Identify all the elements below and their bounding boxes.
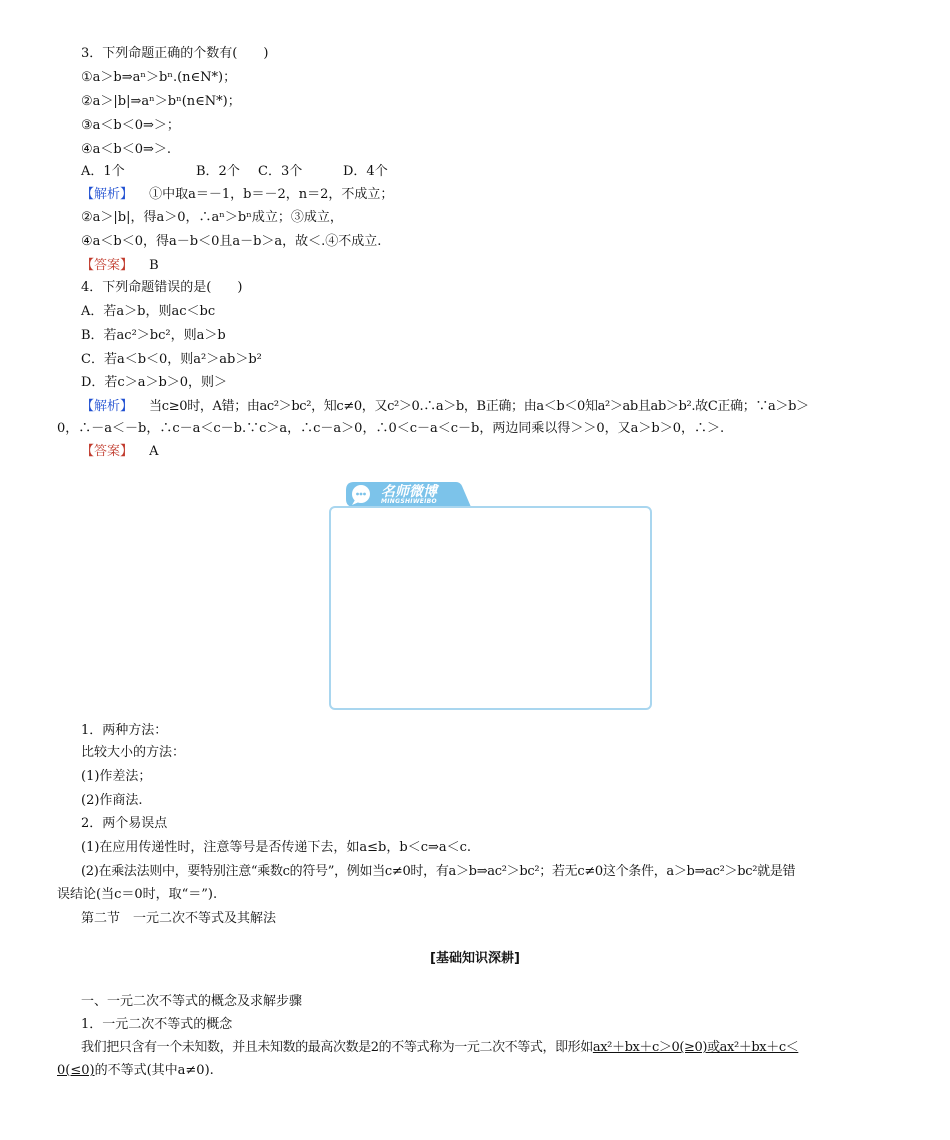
notes-heading-2: 2．两个易误点: [81, 816, 168, 831]
q4-answer: A: [149, 444, 159, 459]
weibo-subtitle: MINGSHIWEIBO: [381, 498, 437, 505]
section2-banner: [基础知识深耕]: [430, 951, 520, 966]
q3-analysis-line-2: ②a＞|b|，得a＞0，∴aⁿ＞bⁿ成立；③成立，: [81, 210, 343, 225]
q4-stem: 4．下列命题错误的是( ): [81, 280, 243, 295]
q3-option-d: D．4个: [343, 164, 388, 179]
q3-option-c: C．3个: [258, 164, 303, 179]
notes-line-1: 比较大小的方法：: [81, 745, 186, 760]
q3-proposition-2: ②a＞|b|⇒aⁿ＞bⁿ(n∈N*)；: [81, 94, 241, 109]
q4-analysis-line-1: [81, 398, 809, 416]
q3-option-a: A．1个: [81, 164, 125, 179]
q3-analysis-text-1: ①中取a＝－1，b＝－2，n＝2，不成立；: [149, 187, 394, 202]
notes-line-6: 误结论(当c＝0时，取“＝”).: [57, 887, 218, 902]
section2-heading-2: 1．一元二次不等式的概念: [81, 1017, 233, 1032]
q3-analysis-tag: 【解析】: [81, 187, 134, 202]
section2-paragraph-line-1: [81, 1039, 798, 1057]
q3-answer-tag: 【答案】: [81, 258, 134, 273]
q3-answer: B: [149, 258, 159, 273]
q4-option-b: B．若ac²＞bc²，则a＞b: [81, 328, 226, 343]
section2-paragraph-post: 的不等式(其中a≠0).: [94, 1063, 214, 1078]
q4-option-c: C．若a＜b＜0，则a²＞ab＞b²: [81, 352, 262, 367]
notes-line-2: (1)作差法；: [81, 769, 152, 784]
q3-proposition-4: ④a＜b＜0⇒＞.: [81, 142, 172, 157]
section2-paragraph-underline-1: ax²＋bx＋c＞0(≥0)或ax²＋bx＋c＜: [592, 1040, 799, 1055]
q4-answer-tag: 【答案】: [81, 444, 134, 459]
q3-answer-line: [81, 257, 159, 275]
q3-analysis-line-1: [81, 186, 393, 204]
q3-proposition-1: ①a＞b⇒aⁿ＞bⁿ.(n∈N*)；: [81, 70, 237, 85]
section2-title: 第二节 一元二次不等式及其解法: [81, 911, 277, 926]
section2-heading-1: 一、一元二次不等式的概念及求解步骤: [81, 994, 303, 1009]
section2-paragraph-pre: 我们把只含有一个未知数，并且未知数的最高次数是2的不等式称为一元二次不等式，即形如: [81, 1040, 593, 1055]
notes-heading-1: 1．两种方法：: [81, 723, 168, 738]
notes-line-5: (2)在乘法法则中，要特别注意“乘数c的符号”，例如当c≠0时，有a＞b⇒ac²＞bc²；若无c≠0这个条件，a＞b⇒ac²＞bc²就是错: [81, 864, 796, 879]
q4-analysis-tag: 【解析】: [81, 399, 134, 414]
q4-analysis-line-2: 0，∴－a＜－b，∴c－a＜c－b.∵c＞a，∴c－a＞0，∴0＜c－a＜c－b，两边同乘以得＞＞0，又a＞b＞0，∴＞.: [57, 421, 725, 436]
weibo-content-box: [329, 506, 652, 710]
q3-analysis-line-3: ④a＜b＜0，得a－b＜0且a－b＞a，故＜.④不成立.: [81, 234, 382, 249]
q3-proposition-3: ③a＜b＜0⇒＞；: [81, 118, 180, 133]
q3-option-b: B．2个: [196, 164, 240, 179]
q4-answer-line: [81, 443, 159, 461]
q3-stem: 3．下列命题正确的个数有( ): [81, 46, 269, 61]
q4-option-d: D．若c＞a＞b＞0，则＞: [81, 375, 228, 390]
section2-paragraph-underline-2: 0(≤0): [57, 1063, 95, 1078]
weibo-title: 名师微博: [381, 484, 437, 500]
q4-option-a: A．若a＞b，则ac＜bc: [81, 304, 216, 319]
notes-line-4: (1)在应用传递性时，注意等号是否传递下去，如a≤b，b＜c⇒a＜c.: [81, 840, 472, 855]
notes-line-3: (2)作商法.: [81, 793, 143, 808]
q4-analysis-text-1: 当c≥0时，A错；由ac²＞bc²，知c≠0，又c²＞0.∴a＞b，B正确；由a＜b＜0知a²＞ab且ab＞b².故C正确；∵a＞b＞: [149, 399, 809, 414]
section2-paragraph-line-2: [57, 1062, 214, 1080]
